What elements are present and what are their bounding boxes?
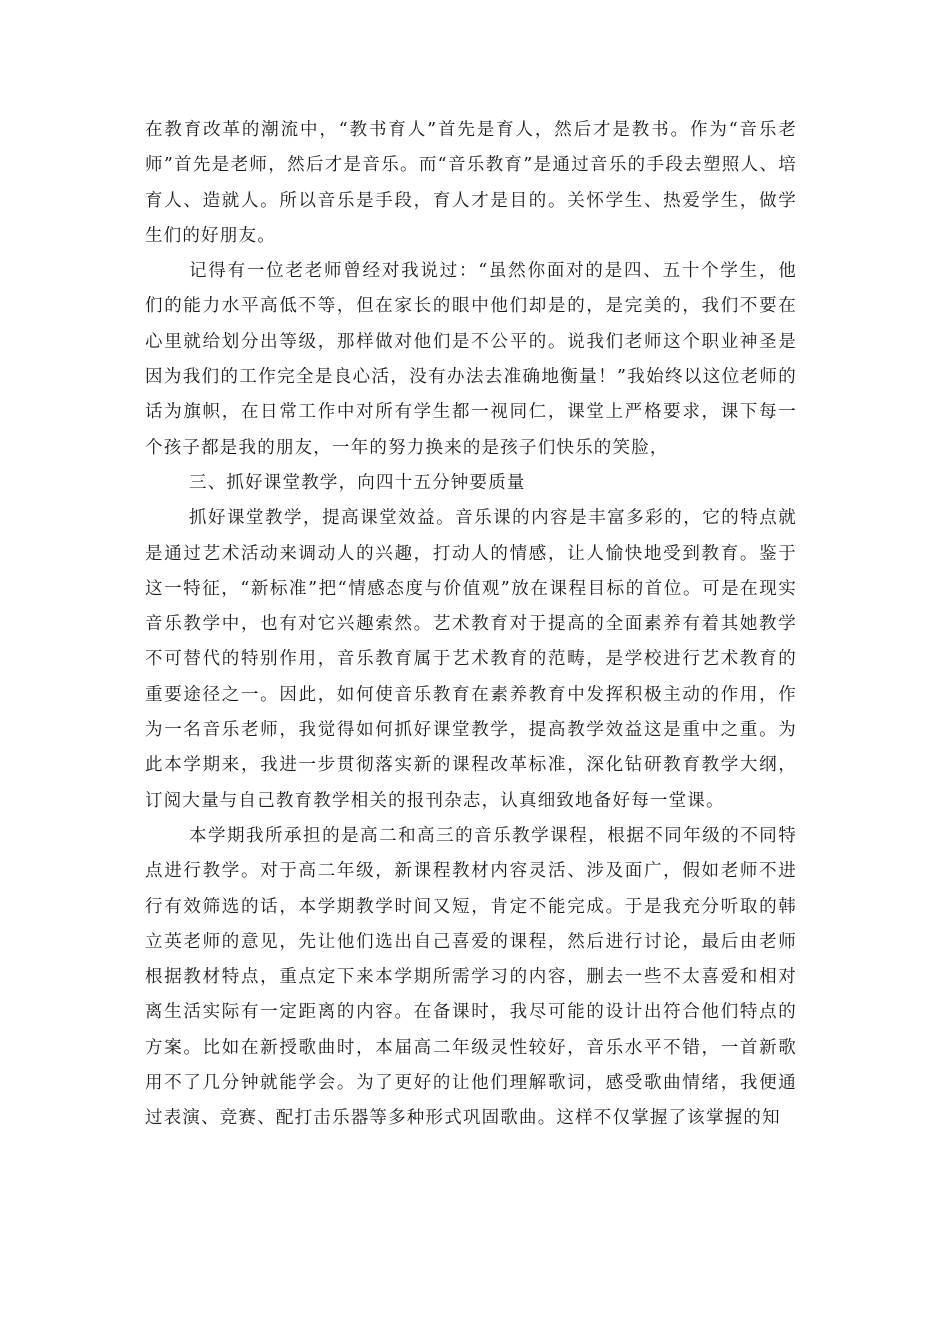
paragraph-classroom-efficiency: 抓好课堂教学，提高课堂效益。音乐课的内容是丰富多彩的，它的特点就是通过艺术活动来调动人的兴趣，打动人的情感，让人愉快地受到教育。鉴于这一特征，“新标准”把“情感态度与价值观”放在课程目标的首位。可是在现实音乐教学中，也有对它兴趣索然。艺术教育对于提高的全面素养有着其她教学不可替代的特别作用，音乐教育属于艺术教育的范畴，是学校进行艺术教育的重要途径之一。因此，如何使音乐教育在素养教育中发挥积极主动的作用，作为一名音乐老师，我觉得如何抓好课堂教学，提高教学效益这是重中之重。为此本学期来，我进一步贯彻落实新的课程改革标准，深化钻研教育教学大纲，订阅大量与自己教育教学相关的报刊杂志，认真细致地备好每一堂课。 [145, 508, 797, 811]
section-heading-classroom-teaching: 三、抓好课堂教学，向四十五分钟要质量 [189, 472, 526, 493]
document-body [145, 113, 797, 1137]
paragraph-education-reform: 在教育改革的潮流中，“教书育人”首先是育人，然后才是教书。作为“音乐老师”首先是老师，然后才是音乐。而“音乐教育”是通过音乐的手段去塑照人、培育人、造就人。所以音乐是手段，育人才是目的。关怀学生、热爱学生，做学生们的好朋友。 [145, 120, 797, 246]
paragraph-old-teacher-quote: 记得有一位老老师曾经对我说过：“虽然你面对的是四、五十个学生，他们的能力水平高低不等，但在家长的眼中他们却是的，是完美的，我们不要在心里就给划分出等级，那样做对他们是不公平的。说我们老师这个职业神圣是因为我们的工作完全是良心活，没有办法去准确地衡量！”我始终以这位老师的话为旗帜，在日常工作中对所有学生都一视同仁，课堂上严格要求，课下每一个孩子都是我的朋友，一年的努力换来的是孩子们快乐的笑脸， [145, 261, 797, 458]
paragraph-semester-teaching: 本学期我所承担的是高二和高三的音乐教学课程，根据不同年级的不同特点进行教学。对于高二年级，新课程教材内容灵活、涉及面广，假如老师不进行有效筛选的话，本学期教学时间又短，肯定不能完成。于是我充分听取的韩立英老师的意见，先让他们选出自己喜爱的课程，然后进行讨论，最后由老师根据教材特点，重点定下来本学期所需学习的内容，删去一些不太喜爱和相对离生活实际有一定距离的内容。在备课时，我尽可能的设计出符合他们特点的方案。比如在新授歌曲时，本届高二年级灵性较好，音乐水平不错，一首新歌用不了几分钟就能学会。为了更好的让他们理解歌词，感受歌曲情绪，我便通过表演、竞赛、配打击乐器等多种形式巩固歌曲。这样不仅掌握了该掌握的知 [145, 825, 797, 1129]
